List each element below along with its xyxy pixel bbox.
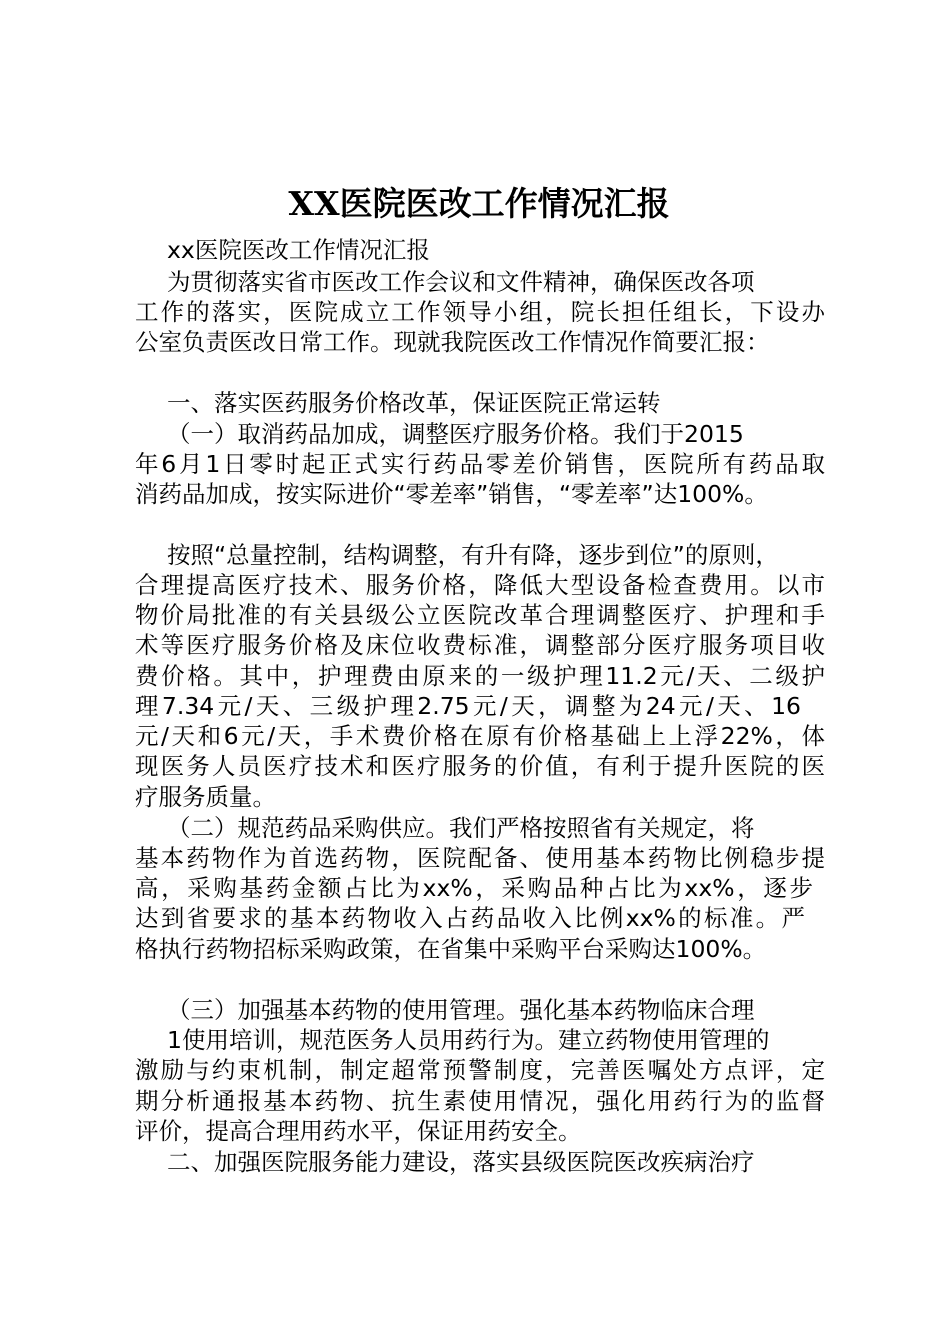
text-line: 术等医疗服务价格及床位收费标准，调整部分医疗服务项目收 bbox=[135, 631, 825, 659]
text-line: xx医院医改工作情况汇报 bbox=[167, 236, 430, 264]
text-line: 物价局批准的有关县级公立医院改革合理调整医疗、护理和手 bbox=[135, 601, 825, 629]
document-title: XX医院医改工作情况汇报 bbox=[288, 184, 670, 223]
text-line: 按照“总量控制，结构调整，有升有降，逐步到位”的原则， bbox=[167, 541, 779, 569]
text-line: 消药品加成，按实际进价“零差率”销售，“零差率”达100%。 bbox=[135, 480, 768, 508]
text-line: 1使用培训，规范医务人员用药行为。建立药物使用管理的 bbox=[167, 1026, 770, 1054]
text-line: （三）加强基本药物的使用管理。强化基本药物临床合理 bbox=[167, 996, 755, 1024]
text-line: 公室负责医改日常工作。现就我院医改工作情况作简要汇报： bbox=[135, 328, 770, 356]
text-line: 合理提高医疗技术、服务价格，降低大型设备检查费用。以市 bbox=[135, 571, 825, 599]
text-line: 理7.34元/天、三级护理2.75元/天，调整为24元/天、16 bbox=[135, 692, 801, 720]
text-line: 格执行药物招标采购政策，在省集中采购平台采购达100%。 bbox=[135, 935, 767, 963]
text-line: 激励与约束机制，制定超常预警制度，完善医嘱处方点评，定 bbox=[135, 1056, 825, 1084]
text-line: 费价格。其中，护理费由原来的一级护理11.2元/天、二级护 bbox=[135, 662, 825, 690]
text-line: 为贯彻落实省市医改工作会议和文件精神，确保医改各项 bbox=[167, 268, 755, 296]
text-line: 现医务人员医疗技术和医疗服务的价值，有利于提升医院的医 bbox=[135, 752, 825, 780]
text-line: 高，采购基药金额占比为xx%，采购品种占比为xx%，逐步 bbox=[135, 874, 813, 902]
text-line: 工作的落实，医院成立工作领导小组，院长担任组长，下设办 bbox=[135, 298, 825, 326]
text-line: 基本药物作为首选药物，医院配备、使用基本药物比例稳步提 bbox=[135, 844, 825, 872]
text-line: （二）规范药品采购供应。我们严格按照省有关规定，将 bbox=[167, 814, 755, 842]
text-line: 评价，提高合理用药水平，保证用药安全。 bbox=[135, 1117, 582, 1145]
text-line: 疗服务质量。 bbox=[135, 783, 276, 811]
text-line: 达到省要求的基本药物收入占药品收入比例xx%的标准。严 bbox=[135, 904, 805, 932]
text-line: 元/天和6元/天，手术费价格在原有价格基础上上浮22%，体 bbox=[135, 722, 825, 750]
text-line: 一、落实医药服务价格改革，保证医院正常运转 bbox=[167, 389, 661, 417]
text-line: 二、加强医院服务能力建设，落实县级医院医改疾病治疗 bbox=[167, 1148, 755, 1176]
text-line: 期分析通报基本药物、抗生素使用情况，强化用药行为的监督 bbox=[135, 1087, 825, 1115]
text-line: 年6月1日零时起正式实行药品零差价销售，医院所有药品取 bbox=[135, 450, 825, 478]
text-line: （一）取消药品加成，调整医疗服务价格。我们于2015 bbox=[167, 420, 744, 448]
